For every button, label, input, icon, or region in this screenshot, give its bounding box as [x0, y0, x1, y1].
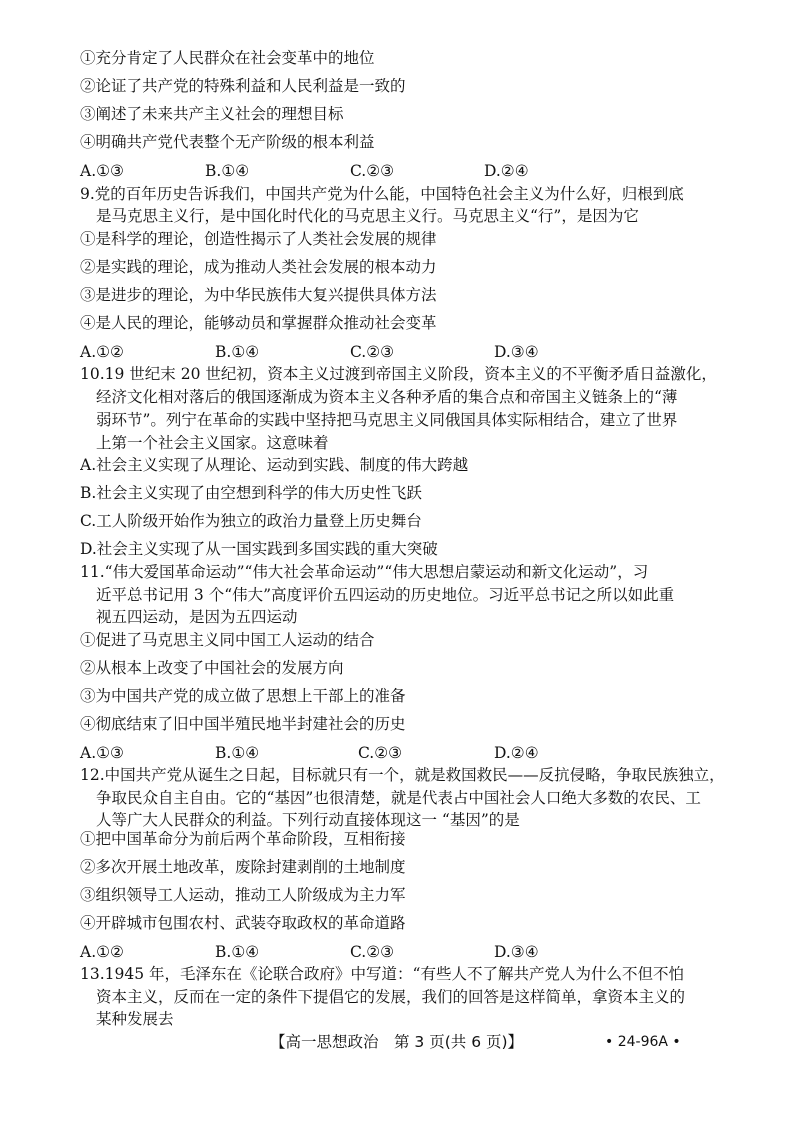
q11-option-2: ②从根本上改变了中国社会的发展方向: [80, 659, 344, 677]
q11-answer-a: A.①③: [80, 744, 124, 762]
q12-answer-b: B.①④: [215, 943, 260, 961]
q10-stem-line-2: 经济文化相对落后的俄国逐渐成为资本主义各种矛盾的集合点和帝国主义链条上的“薄: [96, 388, 678, 406]
page-footer-title: 【高一思想政治 第 3 页(共 6 页)】: [270, 1033, 524, 1051]
q8-answer-b: B.①④: [205, 162, 250, 180]
q8-answer-a: A.①③: [80, 162, 124, 180]
q11-stem-line-3: 视五四运动，是因为五四运动: [96, 608, 298, 626]
q12-option-3: ③组织领导工人运动，推动工人阶级成为主力军: [80, 886, 406, 904]
q9-stem-line-1: 9.党的百年历史告诉我们，中国共产党为什么能，中国特色社会主义为什么好，归根到底: [80, 185, 684, 203]
page-footer-code: • 24-96A •: [605, 1034, 681, 1050]
q12-option-1: ①把中国革命分为前后两个革命阶段，互相衔接: [80, 830, 406, 848]
q12-answer-d: D.③④: [494, 943, 539, 961]
q13-stem-line-3: 某种发展去: [96, 1010, 174, 1028]
q8-option-4: ④明确共产党代表整个无产阶级的根本利益: [80, 133, 375, 151]
q12-answer-a: A.①②: [80, 943, 124, 961]
q11-option-3: ③为中国共产党的成立做了思想上干部上的准备: [80, 687, 406, 705]
q11-answer-d: D.②④: [494, 744, 539, 762]
q12-stem-line-3: 人等广大人民群众的利益。下列行动直接体现这一 “基因”的是: [96, 811, 520, 829]
q9-answer-a: A.①②: [80, 343, 124, 361]
q12-option-4: ④开辟城市包围农村、武装夺取政权的革命道路: [80, 914, 406, 932]
q9-answer-b: B.①④: [215, 343, 260, 361]
q10-stem-line-3: 弱环节”。列宁在革命的实践中坚持把马克思主义同俄国具体实际相结合，建立了世界: [96, 411, 678, 429]
q10-option-b: B.社会主义实现了由空想到科学的伟大历史性飞跃: [80, 484, 422, 502]
q11-option-4: ④彻底结束了旧中国半殖民地半封建社会的历史: [80, 715, 406, 733]
q11-answer-b: B.①④: [215, 744, 260, 762]
q8-option-1: ①充分肯定了人民群众在社会变革中的地位: [80, 49, 375, 67]
q10-stem-line-4: 上第一个社会主义国家。这意味着: [96, 434, 329, 452]
q10-option-d: D.社会主义实现了从一国实践到多国实践的重大突破: [80, 540, 438, 558]
q11-answer-c: C.②③: [358, 744, 403, 762]
q9-answer-c: C.②③: [350, 343, 395, 361]
q13-stem-line-1: 13.1945 年，毛泽东在《论联合政府》中写道：“有些人不了解共产党人为什么不但不怕: [80, 965, 684, 983]
q13-stem-line-2: 资本主义，反而在一定的条件下提倡它的发展，我们的回答是这样简单，拿资本主义的: [96, 988, 686, 1006]
q12-answer-c: C.②③: [350, 943, 395, 961]
q12-option-2: ②多次开展土地改革，废除封建剥削的土地制度: [80, 858, 406, 876]
q8-option-2: ②论证了共产党的特殊利益和人民利益是一致的: [80, 77, 406, 95]
q8-option-3: ③阐述了未来共产主义社会的理想目标: [80, 105, 344, 123]
q10-option-a: A.社会主义实现了从理论、运动到实践、制度的伟大跨越: [80, 456, 469, 474]
q10-stem-line-1: 10.19 世纪末 20 世纪初，资本主义过渡到帝国主义阶段，资本主义的不平衡矛盾日益激化，: [80, 365, 717, 383]
q9-stem-line-2: 是马克思主义行，是中国化时代化的马克思主义行。马克思主义“行”，是因为它: [96, 207, 639, 225]
q12-stem-line-2: 争取民众自主自由。它的“基因”也很清楚，就是代表占中国社会人口绝大多数的农民、工: [96, 789, 701, 807]
q9-option-2: ②是实践的理论，成为推动人类社会发展的根本动力: [80, 258, 437, 276]
q8-answer-d: D.②④: [484, 162, 529, 180]
q9-option-1: ①是科学的理论，创造性揭示了人类社会发展的规律: [80, 230, 437, 248]
q11-option-1: ①促进了马克思主义同中国工人运动的结合: [80, 631, 375, 649]
q9-option-4: ④是人民的理论，能够动员和掌握群众推动社会变革: [80, 314, 437, 332]
q12-stem-line-1: 12.中国共产党从诞生之日起，目标就只有一个，就是救国救民——反抗侵略，争取民族独立，: [80, 766, 725, 784]
q11-stem-line-2: 近平总书记用 3 个“伟大”高度评价五四运动的历史地位。习近平总书记之所以如此重: [96, 586, 675, 604]
q11-stem-line-1: 11.“伟大爱国革命运动”“伟大社会革命运动”“伟大思想启蒙运动和新文化运动”，习: [80, 563, 649, 581]
q8-answer-c: C.②③: [350, 162, 395, 180]
q9-option-3: ③是进步的理论，为中华民族伟大复兴提供具体方法: [80, 286, 437, 304]
q9-answer-d: D.③④: [494, 343, 539, 361]
q10-option-c: C.工人阶级开始作为独立的政治力量登上历史舞台: [80, 512, 422, 530]
